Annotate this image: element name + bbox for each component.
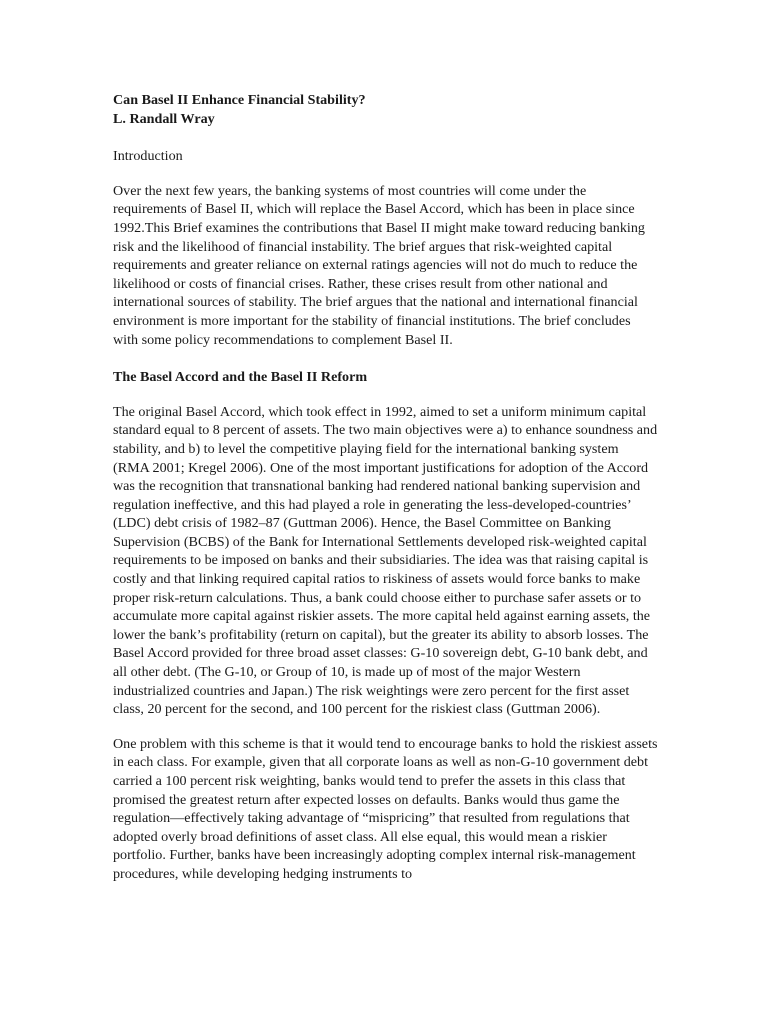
intro-heading: Introduction	[113, 148, 183, 165]
section-paragraph-1: The original Basel Accord, which took effect in 1992, aimed to set a uniform minimum capital standard equal to 8 percent of assets. The two main objectives were a) to enhance soundness and stability, and b) to level the competitive playing field for the international banking system (RMA 2001; Kregel 2006). One of the most important justifications for adoption of the Accord was the recognition that transnational banking had rendered national banking supervision and regulation ineffective, and this had played a role in generating the less-developed-countries’ (LDC) debt crisis of 1982–87 (Guttman 2006). Hence, the Basel Committee on Banking Supervision (BCBS) of the Bank for International Settlements developed risk-weighted capital requirements to be imposed on banks and their subsidiaries. The idea was that raising capital is costly and that linking required capital ratios to riskiness of assets would force banks to make proper risk-return calculations. Thus, a bank could choose either to purchase safer assets or to accumulate more capital against riskier assets. The more capital held against earning assets, the lower the bank’s profitability (return on capital), but the greater its ability to absorb losses. The Basel Accord provided for three broad asset classes: G-10 sovereign debt, G-10 bank debt, and all other debt. (The G-10, or Group of 10, is made up of most of the major Western industrialized countries and Japan.) The risk weightings were zero percent for the first asset class, 20 percent for the second, and 100 percent for the riskiest class (Guttman 2006).	[113, 403, 658, 718]
section-paragraph-2: One problem with this scheme is that it would tend to encourage banks to hold the riskiest assets in each class. For example, given that all corporate loans as well as non-G-10 government debt carried a 100 percent risk weighting, banks would tend to prefer the assets in this class that promised the greatest return after expected losses on defaults. Banks would thus game the regulation—effectively taking advantage of “mispricing” that resulted from regulations that adopted overly broad definitions of asset class. All else equal, this would mean a riskier portfolio. Further, banks have been increasingly adopting complex internal risk-management procedures, while developing hedging instruments to	[113, 735, 658, 882]
intro-paragraph: Over the next few years, the banking systems of most countries will come under the requirements of Basel II, which will replace the Basel Accord, which has been in place since 1992.This Brief examines the contributions that Basel II might make toward reducing banking risk and the likelihood of financial instability. The brief argues that risk-weighted capital requirements and greater reliance on external ratings agencies will not do much to reduce the likelihood or costs of financial crises. Rather, these crises result from other national and international sources of stability. The brief argues that the national and international financial environment is more important for the stability of financial institutions. The brief concludes with some policy recommendations to complement Basel II.	[113, 182, 645, 348]
document-title: Can Basel II Enhance Financial Stability?	[113, 92, 366, 108]
section-heading: The Basel Accord and the Basel II Reform	[113, 369, 368, 386]
title-block	[113, 91, 658, 128]
document-author: L. Randall Wray	[113, 110, 215, 127]
